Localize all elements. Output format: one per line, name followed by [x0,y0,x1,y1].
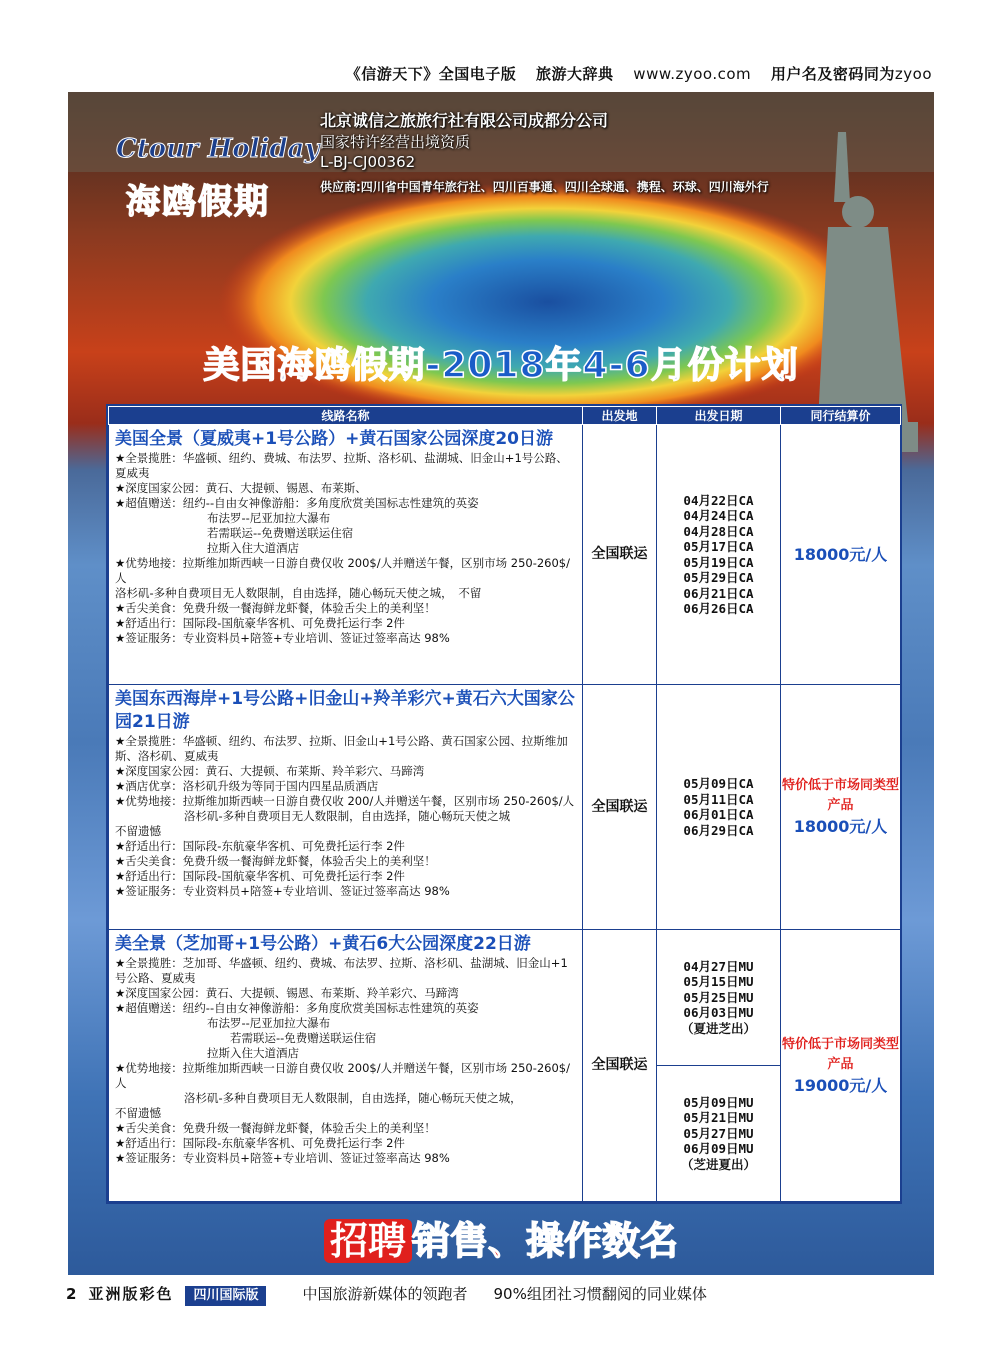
date-item: 05月27日MU [683,1125,754,1141]
date-item: 05月25日MU [683,989,754,1005]
recruit-text: 销售、操作数名 [412,1219,679,1263]
route-title[interactable]: 美国东西海岸+1号公路+旧金山+羚羊彩穴+黄石六大国家公园21日游 [115,689,575,732]
header-route: 线路名称 [109,407,583,425]
route-line: ★签证服务：专业资料员+陪签+专业培训、签证过签率高达 98% [115,631,450,645]
login-hint [771,65,932,83]
price-cell [781,685,901,930]
route-line: ★深度国家公园：黄石、大提顿、锡恩、布莱斯、 [115,481,367,495]
company-license: L-BJ-CJ00362 [320,153,416,171]
dates-cell [657,425,781,685]
top-bar [0,58,1000,90]
date-item: 05月29日CA [683,570,754,585]
login-label: 用户名及密码同为 [770,65,895,83]
date-item: 06月03日MU [683,1005,754,1021]
route-line: ★舒适出行：国际段-东航豪华客机、可免费托运行李 2件 [115,839,405,853]
departure-cell: 全国联运 [583,930,657,1202]
date-item: 05月09日CA [683,776,754,791]
route-line: ★超值赠送：纽约--自由女神像游船：多角度欣赏美国标志性建筑的英姿 [115,1001,479,1015]
company-info [320,110,920,198]
header-dates: 出发日期 [657,407,781,425]
date-item: 06月09日MU [683,1141,754,1157]
route-line: 若需联运--免费赠送联运住宿 [115,1031,377,1045]
recruit-tag: 招聘 [324,1219,412,1263]
route-line: 洛杉矶-多种自费项目无人数限制，自由选择，随心畅玩天使之城， [115,1091,522,1105]
route-line: ★酒店优享：洛杉矶升级为等同于国内四星品质酒店 [115,779,379,793]
company-name: 北京诚信之旅旅行社有限公司成都分公司 [320,111,609,130]
dates-cell [657,930,781,1066]
date-item: 06月29日CA [683,822,754,838]
date-item: 05月17日CA [683,539,754,554]
table-row [109,425,901,685]
route-line: ★优势地接：拉斯维加斯西峡一日游自费仅收 200/人并赠送午餐，区别市场 250-260$/人 [115,794,575,808]
date-item: 04月22日CA [683,492,754,508]
route-line: ★舒适出行：国际段-国航豪华客机、可免费托运行李 2件 [115,616,405,630]
date-item: 05月21日MU [683,1110,754,1126]
route-line: ★深度国家公园：黄石、大提顿、锡恩、布莱斯、羚羊彩穴、马蹄湾 [115,986,459,1000]
route-line: ★全景揽胜：华盛顿、纽约、布法罗、拉斯、旧金山+1号公路、黄石国家公园、拉斯维加斯、洛杉矶、夏威夷 [115,734,568,763]
dates-cell [657,1066,781,1202]
price-value: 19000元/人 [793,1075,888,1095]
promo-label: 特价低于市场同类型产品 [781,1036,899,1072]
route-line: ★舌尖美食：免费升级一餐海鲜龙虾餐，体验舌尖上的美利坚！ [115,854,436,868]
route-line: 洛杉矶-多种自费项目无人数限制，自由选择，随心畅玩天使之城 [115,809,511,823]
dates-cell [657,685,781,930]
company-qualification: 国家特许经营出境资质 [320,133,471,151]
brand-logo-en: Ctour Holiday [116,134,320,164]
region-badge: 四川国际版 [185,1286,266,1306]
company-suppliers: 供应商:四川省中国青年旅行社、四川百事通、四川全球通、携程、环球、四川海外行 [320,180,769,194]
route-table-panel [106,404,902,1204]
route-line: ★签证服务：专业资料员+陪签+专业培训、签证过签率高达 98% [115,884,450,898]
route-line: ★深度国家公园：黄石、大提顿、布莱斯、羚羊彩穴、马蹄湾 [115,764,425,778]
slogan-1: 中国旅游新媒体的领跑者 [302,1285,468,1303]
date-item: 06月21日CA [683,585,754,601]
route-title[interactable]: 美全景（芝加哥+1号公路）+黄石6大公园深度22日游 [115,934,531,954]
departure-cell: 全国联运 [583,685,657,930]
login-value: zyoo [894,65,932,83]
route-line: ★全景揽胜：华盛顿、纽约、费城、布法罗、拉斯、洛杉矶、盐湖城、旧金山+1号公路、夏威夷 [115,451,568,480]
route-line: ★舒适出行：国际段-国航豪华客机、可免费托运行李 2件 [115,869,405,883]
date-item: 05月15日MU [683,974,754,990]
page-number: 2 [66,1285,77,1303]
date-note: （芝进夏出） [680,1156,756,1172]
route-line: ★签证服务：专业资料员+陪签+专业培训、签证过签率高达 98% [115,1151,450,1165]
edition-label: 亚洲版彩色 [88,1285,174,1303]
header-departure: 出发地 [583,407,657,425]
route-line: 不留遗憾 [115,824,161,838]
promo-label: 特价低于市场同类型产品 [781,778,899,813]
brand-logo-zh: 海鸥假期 [126,182,270,222]
price-cell [781,930,901,1202]
publication-name: 《信游天下》全国电子版 [345,65,517,83]
bottom-bar [66,1282,936,1306]
route-line: 洛杉矶-多种自费项目无人数限制，自由选择，随心畅玩天使之城， 不留 [115,586,482,600]
table-header-row [109,407,901,425]
route-line: 拉斯入住大道酒店 [115,541,299,555]
price-cell: 18000元/人 [781,425,901,685]
price-value: 18000元/人 [793,817,888,836]
date-item: 06月01日CA [683,807,754,822]
page-title: 美国海鸥假期-2018年4-6月份计划 [203,345,799,386]
route-line: ★优势地接：拉斯维加斯西峡一日游自费仅收 200$/人并赠送午餐，区别市场 250-260$/人 [115,1061,570,1090]
date-note: （夏进芝出） [680,1020,756,1036]
recruit-banner [68,1210,934,1265]
date-item: 05月09日MU [683,1094,754,1110]
header-price: 同行结算价 [781,407,901,425]
route-table [108,406,901,1202]
route-line: 拉斯入住大道酒店 [115,1046,299,1060]
route-title[interactable]: 美国全景（夏威夷+1号公路）+黄石国家公园深度20日游 [115,429,553,449]
route-line: 布法罗--尼亚加拉大瀑布 [115,1016,331,1030]
table-row [109,685,901,930]
date-item: 04月24日CA [683,508,754,523]
poster [68,92,934,1275]
route-line: ★全景揽胜：芝加哥、华盛顿、纽约、费城、布法罗、拉斯、洛杉矶、盐湖城、旧金山+1号公路、夏威夷 [115,956,568,985]
table-row [109,930,901,1066]
route-cell [109,930,583,1202]
route-line: ★舒适出行：国际段-东航豪华客机、可免费托运行李 2件 [115,1136,405,1150]
date-item: 06月26日CA [683,601,754,616]
route-line: ★超值赠送：纽约--自由女神像游船：多角度欣赏美国标志性建筑的英姿 [115,496,479,510]
dictionary-label: 旅游大辞典 [536,65,614,83]
slogan-2: 90%组团社习惯翻阅的同业媒体 [493,1285,707,1303]
date-item: 04月28日CA [683,523,754,539]
site-url[interactable]: www.zyoo.com [633,65,752,83]
route-cell [109,425,583,685]
departure-cell: 全国联运 [583,425,657,685]
route-line: ★舌尖美食：免费升级一餐海鲜龙虾餐，体验舌尖上的美利坚！ [115,601,436,615]
route-line: 若需联运--免费赠送联运住宿 [115,526,354,540]
date-item: 05月11日CA [683,791,754,807]
route-line: ★舌尖美食：免费升级一餐海鲜龙虾餐，体验舌尖上的美利坚！ [115,1121,436,1135]
route-line: 布法罗--尼亚加拉大瀑布 [115,511,331,525]
route-cell [109,685,583,930]
route-line: 不留遗憾 [115,1106,161,1120]
date-item: 05月19日CA [683,554,754,570]
date-item: 04月27日MU [683,958,754,974]
route-line: ★优势地接：拉斯维加斯西峡一日游自费仅收 200$/人并赠送午餐，区别市场 250-260$/人 [115,556,570,585]
